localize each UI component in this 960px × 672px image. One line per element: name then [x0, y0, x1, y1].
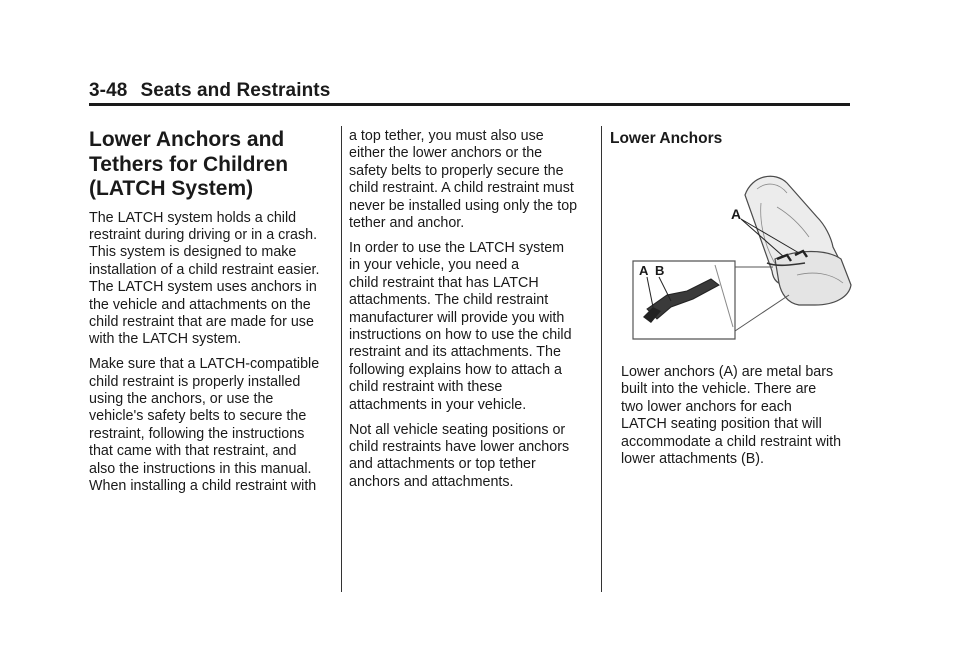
paragraph: Make sure that a LATCH-compatible child restraint is properly installed using the anchors, or use the vehicle's safety belts to secure the restraint, following the instructions that came with that restraint, and also the instructions in this manual. When installing a child restraint with — [89, 356, 320, 495]
section-heading: Lower Anchors and Tethers for Children (LATCH System) — [89, 128, 289, 200]
column-1 — [89, 128, 337, 503]
paragraph: a top tether, you must also use either the lower anchors or the safety belts to properly secure the child restraint. A child restraint must never be installed using only the top tether and anchor. — [349, 128, 578, 232]
inset-label-b: B — [655, 263, 665, 278]
paragraph: Lower anchors (A) are metal bars built into the vehicle. There are two lower anchors for each LATCH seating position that will accommodate a child restraint with lower attachments (B). — [621, 364, 842, 468]
column-divider-2 — [601, 126, 602, 592]
label-a: A — [731, 206, 742, 222]
page-header — [89, 80, 330, 102]
column-3-text — [621, 364, 853, 476]
column-divider-1 — [341, 126, 342, 592]
paragraph: Not all vehicle seating positions or child restraints have lower anchors and attachments or top tether anchors and attachments. — [349, 421, 570, 490]
paragraph: The LATCH system holds a child restraint during driving or in a crash. This system is designed to make installation of a child restraint easier. The LATCH system uses anchors in the vehicle and attachments on the child restraint that are made for use with the LATCH system. — [89, 209, 320, 348]
paragraph: In order to use the LATCH system in your vehicle, you need a child restraint that has LATCH attachments. The child restraint manufacturer will provide you with instructions on how to use the child restraint and its attachments. The following explains how to attach a child restraint with these attachments in your vehicle. — [349, 239, 572, 413]
section-title: Seats and Restraints — [140, 80, 331, 101]
lower-anchors-illustration — [627, 167, 852, 343]
subsection-heading: Lower Anchors — [610, 130, 723, 147]
header-rule — [89, 103, 850, 106]
inset-label-a: A — [639, 263, 649, 278]
page-number: 3-48 — [89, 80, 128, 101]
column-3 — [610, 130, 850, 148]
column-2 — [349, 128, 597, 499]
